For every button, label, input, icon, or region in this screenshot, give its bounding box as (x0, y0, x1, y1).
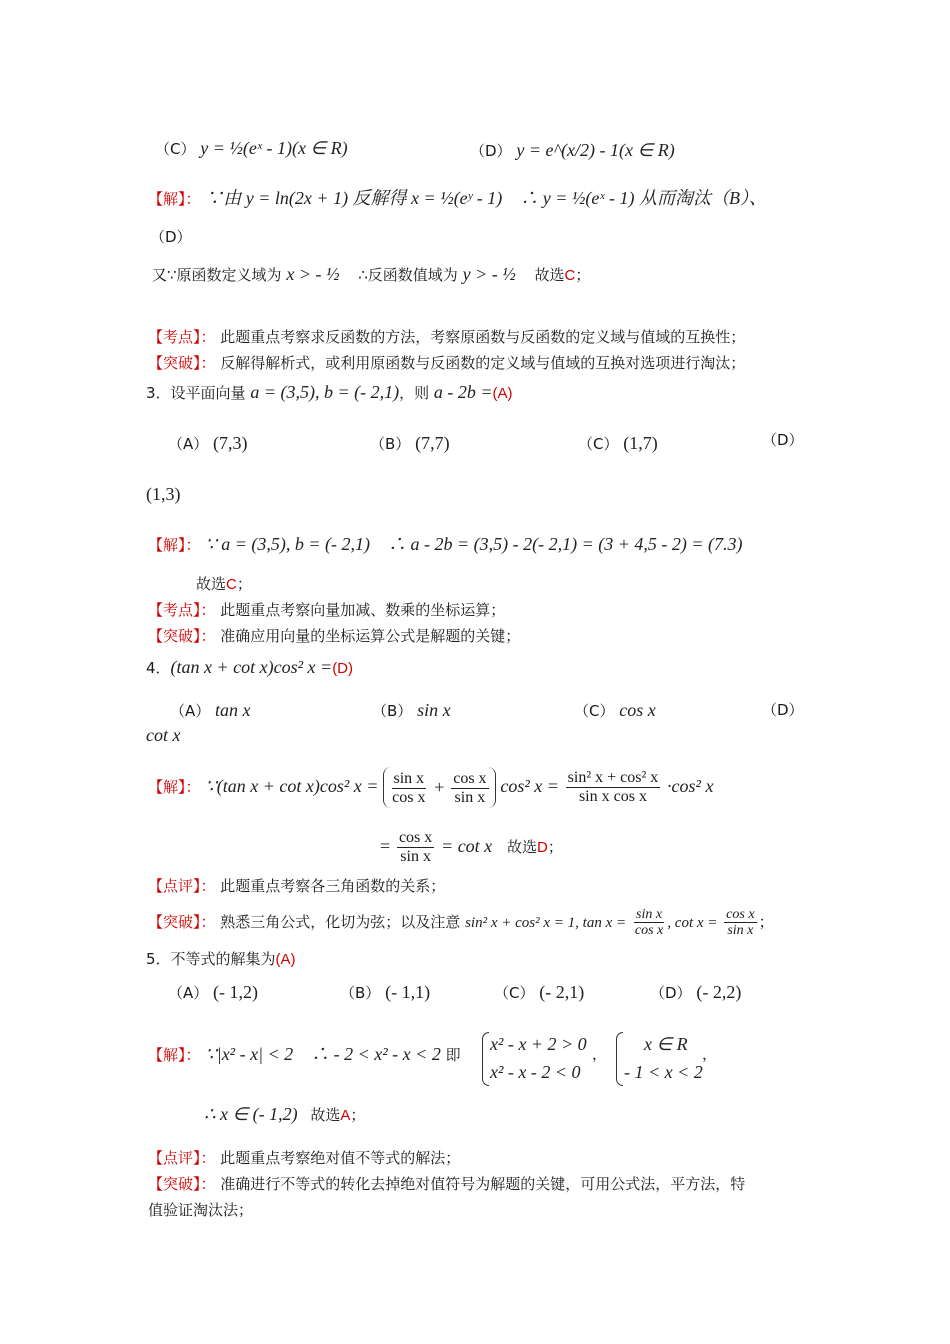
dianping-text: 此题重点考察绝对值不等式的解法； (220, 1149, 461, 1167)
tupo-label: 【突破】： (148, 354, 216, 372)
answer: C (226, 576, 237, 593)
system1-line1: x² - x + 2 > 0 (490, 1034, 587, 1054)
option-label: （C） (494, 984, 535, 1002)
q4-stem (146, 657, 353, 679)
solution-expr: cos² x = (500, 776, 559, 796)
q5-tupo-cont (148, 1200, 253, 1220)
numerator: cos x (398, 829, 433, 846)
answer: D (536, 839, 548, 856)
option-value: (7,3) (213, 433, 248, 453)
system-brace (482, 1032, 489, 1086)
solution-label: 【解】： (148, 1046, 201, 1064)
q2-solution-line2: 又∵原函数定义域为 x > - ½ ∴反函数值域为 y > - ½ 故选C； (152, 264, 591, 284)
q3-kaodian (148, 600, 505, 620)
comma: ， (702, 1045, 718, 1063)
q2-option-d (470, 140, 675, 161)
q5-dianping (148, 1148, 460, 1168)
q5-option-d (650, 982, 741, 1003)
q4-option-b (372, 700, 451, 721)
answer: (D) (332, 660, 354, 677)
conclusion-text: 故选 (506, 838, 537, 856)
text: 故选 (534, 266, 565, 284)
tupo-text: 熟悉三角公式，化切为弦；以及注意 (220, 913, 461, 931)
kaodian-label: 【考点】： (148, 601, 216, 619)
answer: C (564, 267, 576, 284)
q4-option-d-label (762, 700, 804, 720)
kaodian-text: 此题重点考察求反函数的方法，考察原函数与反函数的定义域与值域的互换性； (220, 328, 746, 346)
q5-option-c (494, 982, 584, 1003)
tupo-label: 【突破】： (148, 627, 216, 645)
dianping-label: 【点评】： (148, 877, 216, 895)
option-value: (- 1,2) (213, 982, 259, 1002)
fraction (451, 770, 488, 807)
q5-solution-line1 (148, 1044, 461, 1065)
tupo-label: 【突破】： (148, 913, 216, 931)
solution-label: 【解】： (148, 536, 201, 554)
stem-text: ，则 (399, 384, 430, 402)
system2-line2: - 1 < x < 2 (624, 1062, 703, 1082)
solution-expr: ∵ a = (3,5), b = (- 2,1) ∴ a - 2b = (3,5) - 2(- 2,1) = (3 + 4,5 - 2) = (7.3) (205, 534, 743, 554)
solution-expr: ∴ x ∈ (- 1,2) (204, 1104, 298, 1124)
denominator: cos x (634, 923, 664, 938)
numerator: cos x (726, 907, 755, 922)
system1-line2: x² - x - 2 < 0 (490, 1062, 581, 1082)
text: 又∵原函数定义域为 (152, 266, 282, 284)
option-label: （D） (762, 431, 804, 449)
option-label: （A） (168, 435, 209, 453)
tupo-text: 准确应用向量的坐标运算公式是解题的关键； (220, 627, 521, 645)
option-label: （D） (650, 984, 692, 1002)
q3-option-c (578, 433, 658, 454)
q5-stem (146, 949, 296, 970)
option-value: (- 1,1) (385, 982, 431, 1002)
q4-solution-line1 (148, 766, 713, 808)
tupo-text: 准确进行不等式的转化去掉绝对值符号为解题的关键，可用公式法，平方法，特 (220, 1175, 746, 1193)
denominator: sin x (454, 789, 486, 806)
q5-tupo (148, 1174, 745, 1194)
q3-option-d-label (762, 430, 804, 450)
result-expr: = cot x (441, 836, 493, 856)
question-number: 4． (146, 659, 171, 677)
option-expr: y = e^(x/2) - 1(x ∈ R) (516, 140, 675, 160)
option-label: （B） (372, 702, 413, 720)
numerator: sin x (393, 770, 425, 787)
stem-expr: (tan x + cot x)cos² x = (170, 657, 333, 677)
q2-solution-line1b (150, 227, 192, 247)
kaodian-text: 此题重点考察向量加减、数乘的坐标运算； (220, 601, 506, 619)
numerator: sin x (636, 907, 663, 922)
system-brace (616, 1032, 623, 1086)
denominator: sin x (400, 848, 431, 865)
option-label: （C） (578, 435, 619, 453)
q3-option-b (370, 433, 450, 454)
solution-expr: ·cos² x (667, 776, 714, 796)
q2-solution-line1 (148, 188, 767, 209)
answer: (A) (275, 951, 296, 968)
solution-expr: ∵(tan x + cot x)cos² x = (205, 776, 379, 796)
denominator: cos x (392, 789, 426, 806)
option-label: （B） (340, 984, 381, 1002)
option-value: sin x (417, 700, 451, 720)
q4-dianping (148, 876, 445, 896)
option-value: (7,7) (415, 433, 450, 453)
q3-solution (148, 534, 743, 555)
q3-stem (146, 382, 513, 404)
option-value: tan x (215, 700, 251, 720)
q4-option-a (170, 700, 251, 721)
denominator: sin x cos x (578, 788, 647, 805)
tupo-label: 【突破】： (148, 1175, 216, 1193)
option-label: （D） (470, 142, 512, 160)
equals: = (380, 836, 391, 856)
option-value: (- 2,2) (696, 982, 742, 1002)
denominator: sin x (727, 923, 754, 938)
stem-expr: a = (3,5), b = (- 2,1) (250, 382, 400, 402)
dianping-label: 【点评】： (148, 1149, 216, 1167)
q4-solution-line2: = $\frac{\text{cos x}}{\text{sin x}}$ = cot x 故选D； (380, 829, 563, 865)
fraction (390, 770, 427, 807)
option-expr: y = ½(eˣ - 1)(x ∈ R) (200, 138, 348, 158)
domain-expr: x > - ½ (286, 264, 340, 284)
answer: (A) (492, 385, 513, 402)
q4-option-c (574, 700, 656, 721)
option-label: （C） (574, 702, 615, 720)
option-label: （C） (155, 140, 196, 158)
stem-text: 3．设平面向量 (146, 384, 246, 402)
conclusion-text: 故选 (310, 1106, 341, 1124)
q2-tupo (148, 353, 745, 373)
tupo-text: 值验证淘汰法； (148, 1201, 254, 1219)
option-value: (1,3) (146, 484, 181, 504)
solution-label: 【解】： (148, 778, 201, 796)
option-label: （A） (168, 984, 209, 1002)
q4-tupo (148, 904, 774, 941)
q2-option-c (155, 138, 348, 159)
stem-text: 5．不等式的解集为 (146, 950, 276, 968)
option-value: cos x (619, 700, 656, 720)
text: ∴反函数值域为 (358, 266, 458, 284)
solution-text: ∵由 y = ln(2x + 1) 反解得 x = ½(eʸ - 1) ∴ y = ½(eˣ - 1) 从而淘汰（B）、 (205, 188, 767, 208)
q2-kaodian (148, 327, 745, 347)
stem-expr: a - 2b = (433, 382, 493, 402)
option-value: (1,7) (623, 433, 658, 453)
q5-option-a (168, 982, 258, 1003)
q3-conclusion: 故选C； (196, 575, 252, 593)
q5-option-b (340, 982, 430, 1003)
range-expr: y > - ½ (462, 264, 516, 284)
punctuation: ； (758, 913, 774, 931)
numerator: cos x (453, 770, 487, 787)
answer: A (340, 1107, 351, 1124)
comma: ， (592, 1045, 608, 1063)
solution-text: （D） (150, 228, 192, 246)
solution-label: 【解】： (148, 190, 201, 208)
fraction (633, 907, 665, 938)
option-value: cot x (146, 725, 181, 745)
conclusion-text: 故选 (196, 575, 227, 593)
solution-expr: ∵|x² - x| < 2 ∴ - 2 < x² - x < 2 (205, 1044, 441, 1064)
option-label: （D） (762, 701, 804, 719)
kaodian-label: 【考点】： (148, 328, 216, 346)
dianping-text: 此题重点考察各三角函数的关系； (220, 877, 446, 895)
tupo-expr: sin² x + cos² x = 1, tan x = (465, 915, 627, 931)
q3-option-a (168, 433, 248, 454)
option-label: （B） (370, 435, 411, 453)
q4-option-d-value (146, 725, 180, 746)
q5-solution-line2: ∴ x ∈ (- 1,2) 故选A； (204, 1104, 366, 1124)
q3-option-d-value (146, 484, 181, 505)
option-value: (- 2,1) (539, 982, 585, 1002)
fraction (566, 769, 661, 806)
fraction (397, 829, 434, 866)
paren-group: $\frac{\text{sin x}}{\text{cos x}}$ + $\frac{\text{cos x}}{\text{sin x}}$ (383, 767, 495, 808)
fraction (724, 907, 756, 938)
option-label: （A） (170, 702, 211, 720)
tupo-expr: , cot x = (667, 915, 718, 931)
q3-tupo (148, 626, 520, 646)
system2-line1: x ∈ R (644, 1034, 688, 1054)
text: 即 (445, 1046, 461, 1064)
numerator: sin² x + cos² x (567, 769, 659, 786)
tupo-text: 反解得解析式，或利用原函数与反函数的定义域与值域的互换对选项进行淘汰； (220, 354, 746, 372)
